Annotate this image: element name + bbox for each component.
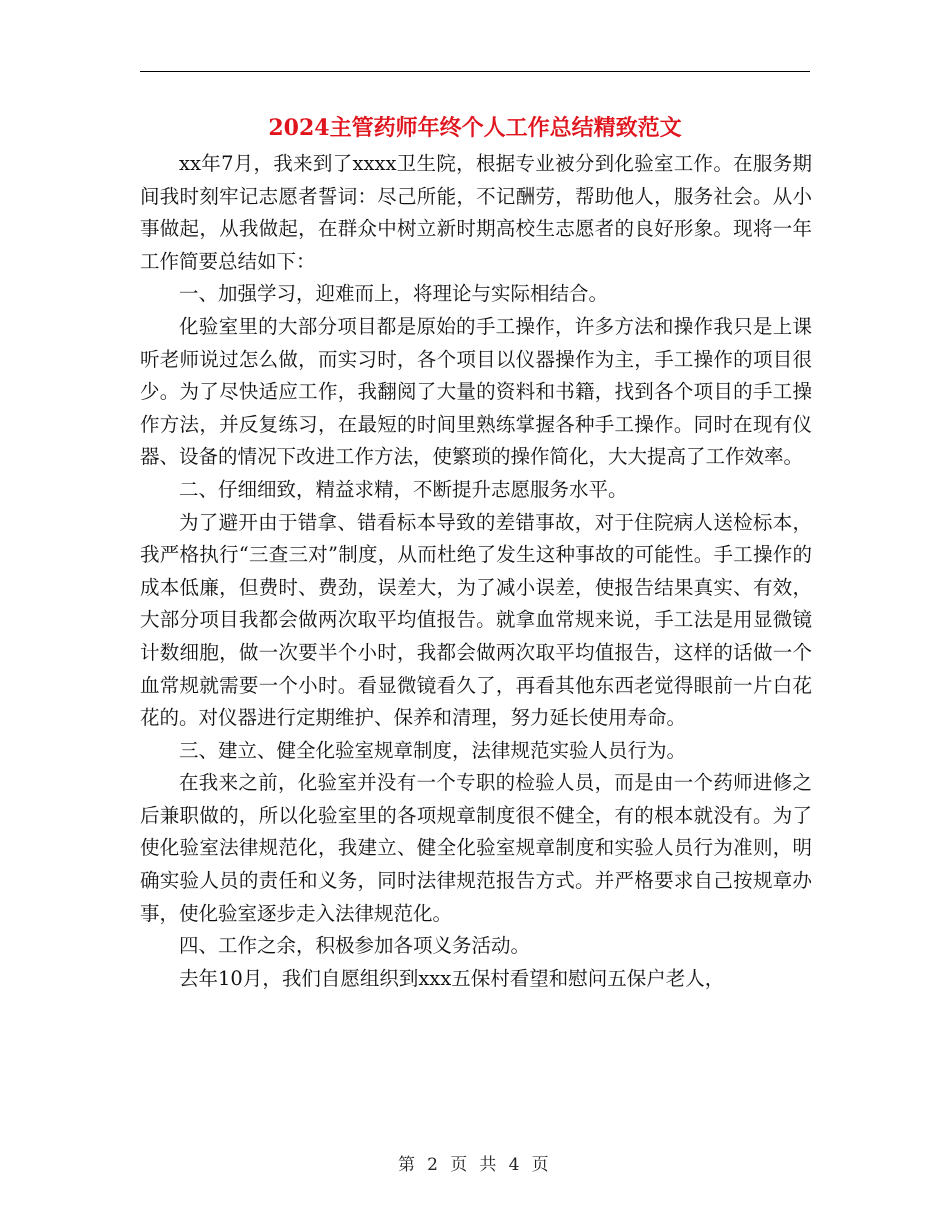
- header-rule: [140, 71, 810, 72]
- paragraph-section-3: 在我来之前，化验室并没有一个专职的检验人员，而是由一个药师进修之后兼职做的，所以化验室里的各项规章制度很不健全，有的根本就没有。为了使化验室法律规范化，我建立、健全化验室规章制度和实验人员行为准则，明确实验人员的责任和义务，同时法律规范报告方式。并严格要求自己按规章办事，使化验室逐步走入法律规范化。: [140, 771, 812, 925]
- paragraph-section-4: 去年10月，我们自愿组织到xxx五保村看望和慰问五保户老人，: [179, 966, 725, 990]
- page-number-footer: 第 2 页 共 4 页: [397, 1155, 553, 1175]
- section-heading-3: 三、建立、健全化验室规章制度，法律规范实验人员行为。: [179, 738, 687, 762]
- paragraph-intro: xx年7月，我来到了xxxx卫生院，根据专业被分到化验室工作。在服务期间我时刻牢记志愿者誓词：尽己所能，不记酬劳，帮助他人，服务社会。从小事做起，从我做起，在群众中树立新时期高校生志愿者的良好形象。现将一年工作简要总结如下：: [140, 152, 812, 273]
- document-body: [140, 148, 812, 995]
- paragraph-section-1: 化验室里的大部分项目都是原始的手工操作，许多方法和操作我只是上课听老师说过怎么做，而实习时，各个项目以仪器操作为主，手工操作的项目很少。为了尽快适应工作，我翻阅了大量的资料和书籍，找到各个项目的手工操作方法，并反复练习，在最短的时间里熟练掌握各种手工操作。同时在现有仪器、设备的情况下改进工作方法，使繁琐的操作简化，大大提高了工作效率。: [140, 314, 812, 469]
- section-heading-4: 四、工作之余，积极参加各项义务活动。: [179, 934, 531, 958]
- section-heading-1: 一、加强学习，迎难而上，将理论与实际相结合。: [179, 282, 609, 306]
- section-heading-2: 二、仔细细致，精益求精，不断提升志愿服务水平。: [179, 477, 628, 501]
- paragraph-section-2: 为了避开由于错拿、错看标本导致的差错事故，对于住院病人送检标本，我严格执行“三查三对”制度，从而杜绝了发生这种事故的可能性。手工操作的成本低廉，但费时、费劲，误差大，为了减小误差，使报告结果真实、有效，大部分项目我都会做两次取平均值报告。就拿血常规来说，手工法是用显微镜计数细胞，做一次要半个小时，我都会做两次取平均值报告，这样的话做一个血常规就需要一个小时。看显微镜看久了，再看其他东西老觉得眼前一片白花花的。对仪器进行定期维护、保养和清理，努力延长使用寿命。: [140, 510, 812, 730]
- document-title: 2024主管药师年终个人工作总结精致范文: [268, 115, 682, 141]
